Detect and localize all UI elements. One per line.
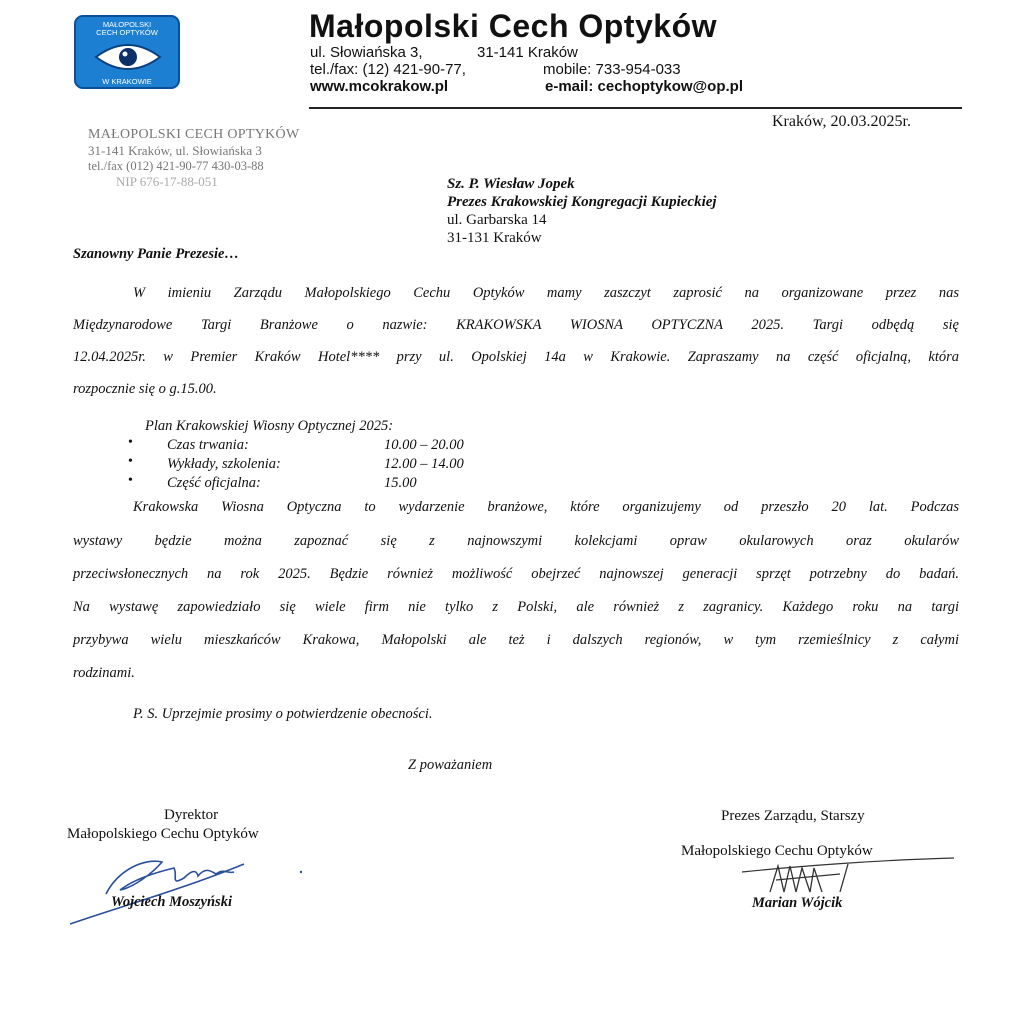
paragraph1-line: 12.04.2025r. w Premier Kraków Hotel**** przy ul. Opolskiej 14a w Krakowie. Zapraszamy na część oficjalną, która bbox=[73, 349, 959, 365]
address-street: ul. Słowiańska 3, bbox=[310, 44, 423, 61]
paragraph2-line: Na wystawę zapowiedziało się wiele firm nie tylko z Polski, ale również z zagranicy. Każdego roku na targi bbox=[73, 599, 959, 615]
plan-item-value: 12.00 – 14.00 bbox=[384, 456, 464, 472]
stamp-line4: NIP 676-17-88-051 bbox=[116, 174, 218, 189]
bullet-icon: • bbox=[128, 473, 133, 488]
closing: Z poważaniem bbox=[408, 757, 493, 773]
handwritten-signature-left bbox=[66, 848, 306, 930]
plan-item-label: Wykłady, szkolenia: bbox=[167, 456, 281, 472]
bullet-icon: • bbox=[128, 454, 133, 469]
letter-date: Kraków, 20.03.2025r. bbox=[772, 113, 911, 130]
paragraph1-line: W imieniu Zarządu Małopolskiego Cechu Optyków mamy zaszczyt zaprosić na organizowane przez nas bbox=[133, 285, 959, 301]
mobile: mobile: 733-954-033 bbox=[543, 61, 681, 78]
signatory-left-org: Małopolskiego Cechu Optyków bbox=[67, 826, 259, 842]
logo-line3: W KRAKOWIE bbox=[102, 77, 152, 86]
paragraph2-line: rodzinami. bbox=[73, 665, 135, 681]
plan-item-label: Czas trwania: bbox=[167, 437, 249, 453]
logo bbox=[74, 15, 180, 89]
header-divider bbox=[309, 107, 962, 109]
eye-icon bbox=[94, 39, 162, 75]
plan-item-label: Część oficjalna: bbox=[167, 475, 261, 491]
signatory-left-title: Dyrektor bbox=[164, 807, 219, 823]
email: e-mail: cechoptykow@op.pl bbox=[545, 78, 743, 95]
recipient-title: Prezes Krakowskiej Kongregacji Kupieckiej bbox=[447, 194, 717, 210]
stamp bbox=[88, 127, 299, 190]
logo-line1: MAŁOPOLSKI bbox=[102, 20, 152, 29]
stamp-line3: tel./fax (012) 421-90-77 430-03-88 bbox=[88, 159, 264, 173]
plan-item-value: 15.00 bbox=[384, 475, 417, 491]
stamp-line1: MAŁOPOLSKI CECH OPTYKÓW bbox=[88, 127, 300, 142]
paragraph2-line: wystawy będzie można zapoznać się z najnowszymi kolekcjami opraw okularowych oraz okularów bbox=[73, 533, 959, 549]
paragraph2-line: Krakowska Wiosna Optyczna to wydarzenie branżowe, które organizujemy od przeszło 20 lat. Podczas bbox=[133, 499, 959, 515]
paragraph2-line: przeciwsłonecznych na rok 2025. Będzie również możliwość obejrzeć najnowszej generacji sprzęt potrzebny do badań. bbox=[73, 566, 959, 582]
paragraph1-line: rozpocznie się o g.15.00. bbox=[73, 381, 217, 397]
organization-title: Małopolski Cech Optyków bbox=[309, 8, 718, 44]
signatory-right-name: Marian Wójcik bbox=[752, 895, 843, 911]
signatory-right-title: Prezes Zarządu, Starszy bbox=[721, 808, 865, 824]
paragraph1-line: Międzynarodowe Targi Branżowe o nazwie: KRAKOWSKA WIOSNA OPTYCZNA 2025. Targi odbędą się bbox=[73, 317, 959, 333]
recipient-name: Sz. P. Wiesław Jopek bbox=[447, 176, 575, 192]
salutation: Szanowny Panie Prezesie… bbox=[73, 246, 239, 262]
address-city: 31-141 Kraków bbox=[477, 44, 578, 61]
signatory-left-name: Wojciech Moszyński bbox=[111, 894, 232, 910]
paragraph2-line: przybywa wielu mieszkańców Krakowa, Małopolski ale też i dalszych regionów, w tym rzemieślnicy z całymi bbox=[73, 632, 959, 648]
recipient-city: 31-131 Kraków bbox=[447, 230, 542, 246]
logo-line2: CECH OPTYKÓW bbox=[96, 28, 158, 37]
telfax: tel./fax: (12) 421-90-77, bbox=[310, 61, 466, 78]
plan-title: Plan Krakowskiej Wiosny Optycznej 2025: bbox=[145, 418, 394, 434]
bullet-icon: • bbox=[128, 435, 133, 450]
stamp-line2: 31-141 Kraków, ul. Słowiańska 3 bbox=[88, 143, 262, 158]
recipient-street: ul. Garbarska 14 bbox=[447, 212, 547, 228]
postscript: P. S. Uprzejmie prosimy o potwierdzenie obecności. bbox=[133, 706, 433, 722]
signatory-right-org: Małopolskiego Cechu Optyków bbox=[681, 843, 873, 859]
website: www.mcokrakow.pl bbox=[310, 78, 449, 95]
plan-item-value: 10.00 – 20.00 bbox=[384, 437, 464, 453]
